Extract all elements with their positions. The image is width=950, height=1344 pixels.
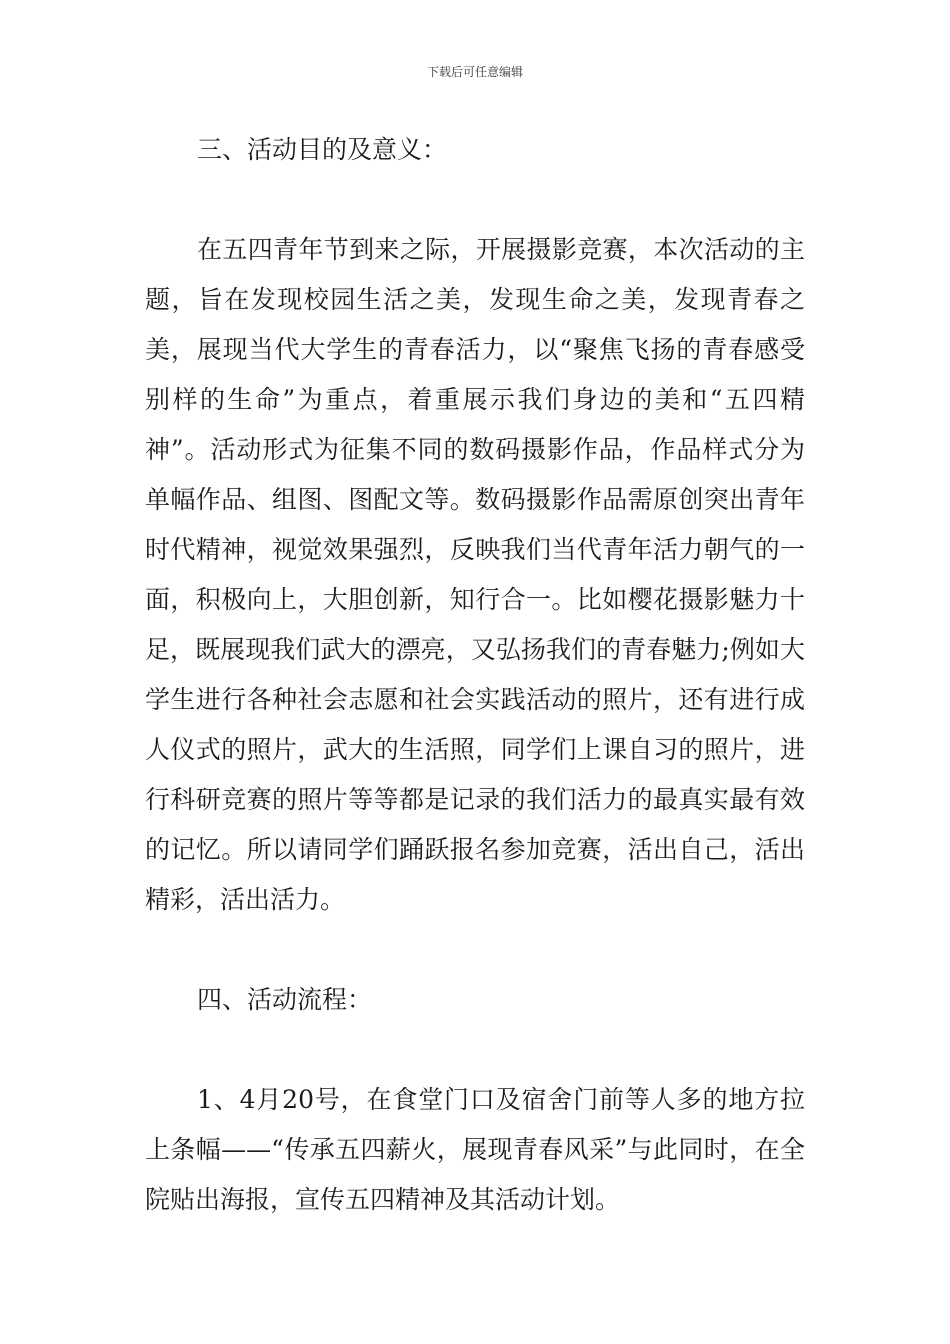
- blank-line: [145, 925, 805, 975]
- paragraph-process-step-1: 1、4月20号，在食堂门口及宿舍门前等人多的地方拉上条幅——“传承五四薪火，展现青春风采”与此同时，在全院贴出海报，宣传五四精神及其活动计划。: [145, 1085, 805, 1214]
- blank-line: [145, 1025, 805, 1075]
- header-note: 下载后可任意编辑: [426, 65, 523, 79]
- document-body: [145, 125, 805, 1225]
- blank-line: [145, 175, 805, 225]
- paragraph-purpose: 在五四青年节到来之际，开展摄影竞赛，本次活动的主题，旨在发现校园生活之美，发现生命之美，发现青春之美，展现当代大学生的青春活力，以“聚焦飞扬的青春感受别样的生命”为重点，着重展示我们身边的美和“五四精神”。活动形式为征集不同的数码摄影作品，作品样式分为单幅作品、组图、图配文等。数码摄影作品需原创突出青年时代精神，视觉效果强烈，反映我们当代青年活力朝气的一面，积极向上，大胆创新，知行合一。比如樱花摄影魅力十足，既展现我们武大的漂亮，又弘扬我们的青春魅力;例如大学生进行各种社会志愿和社会实践活动的照片，还有进行成人仪式的照片，武大的生活照，同学们上课自习的照片，进行科研竞赛的照片等等都是记录的我们活力的最真实最有效的记忆。所以请同学们踊跃报名参加竞赛，活出自己，活出精彩，活出活力。: [145, 235, 805, 914]
- section-heading-purpose: 三、活动目的及意义：: [197, 135, 448, 164]
- section-heading-process: 四、活动流程：: [197, 985, 373, 1014]
